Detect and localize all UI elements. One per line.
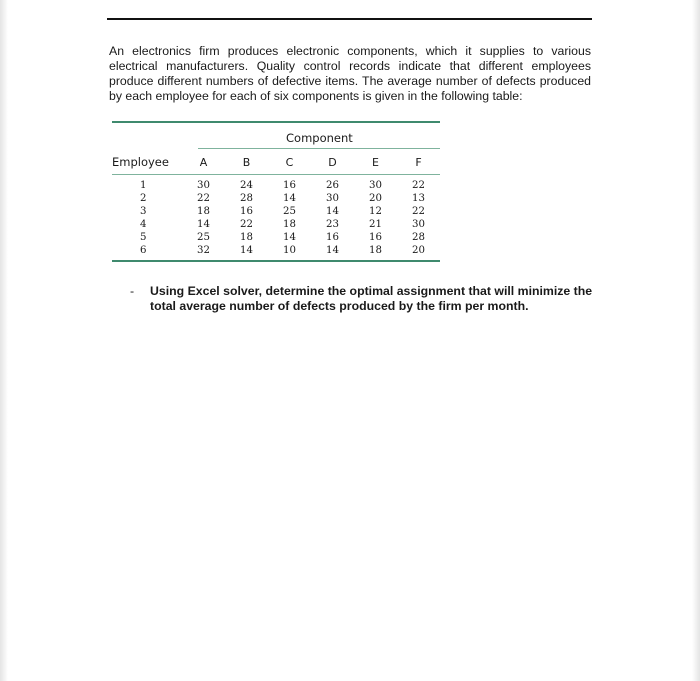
table-cell: 16 bbox=[283, 180, 296, 191]
table-cell: 16 bbox=[326, 232, 339, 243]
employee-id-cell: 1 bbox=[140, 180, 147, 191]
table-cell: 10 bbox=[283, 245, 296, 256]
table-cell: 30 bbox=[326, 193, 339, 204]
table-cell: 14 bbox=[326, 245, 339, 256]
table-cell: 18 bbox=[197, 206, 210, 217]
table-cell: 30 bbox=[197, 180, 210, 191]
table-bottom-rule bbox=[112, 260, 440, 262]
table-cell: 18 bbox=[283, 219, 296, 230]
table-cell: 21 bbox=[369, 219, 382, 230]
table-cell: 13 bbox=[412, 193, 425, 204]
table-cell: 18 bbox=[240, 232, 253, 243]
table-cell: 16 bbox=[369, 232, 382, 243]
column-header-a: A bbox=[182, 150, 225, 175]
table-cell: 23 bbox=[326, 219, 339, 230]
table-cell: 16 bbox=[240, 206, 253, 217]
question-bullet: - bbox=[130, 284, 135, 298]
table-cell: 20 bbox=[412, 245, 425, 256]
table-header-row bbox=[112, 150, 440, 175]
table-cell: 18 bbox=[369, 245, 382, 256]
table-row bbox=[112, 218, 440, 231]
component-group-header bbox=[112, 123, 440, 150]
table-cell: 28 bbox=[412, 232, 425, 243]
page-edge-shadow-left bbox=[0, 0, 8, 681]
table-cell: 14 bbox=[283, 232, 296, 243]
employee-id-cell: 5 bbox=[140, 232, 147, 243]
table-row bbox=[112, 175, 440, 193]
table-row bbox=[112, 231, 440, 244]
column-header-b: B bbox=[225, 150, 268, 175]
table-cell: 32 bbox=[197, 245, 210, 256]
table-cell: 14 bbox=[283, 193, 296, 204]
table-cell: 22 bbox=[412, 180, 425, 191]
table-cell: 22 bbox=[197, 193, 210, 204]
table-row bbox=[112, 244, 440, 260]
table-cell: 14 bbox=[197, 219, 210, 230]
page-edge-shadow-right bbox=[692, 0, 700, 681]
component-label: Component bbox=[286, 131, 353, 145]
intro-paragraph: An electronics firm produces electronic components, which it supplies to various electrical manufacturers. Quality control records indicate that different employees produce different numbers of defective items. The average number of defects produced by each employee for each of six components is given in the following table: bbox=[109, 44, 591, 103]
table-cell: 14 bbox=[326, 206, 339, 217]
component-underline bbox=[198, 148, 440, 149]
top-horizontal-rule bbox=[107, 18, 592, 20]
table-cell: 26 bbox=[326, 180, 339, 191]
table-cell: 24 bbox=[240, 180, 253, 191]
table-row bbox=[112, 205, 440, 218]
defects-table-container bbox=[112, 121, 440, 262]
defects-table bbox=[112, 150, 440, 260]
employee-id-cell: 4 bbox=[140, 219, 147, 230]
question-text: Using Excel solver, determine the optimal assignment that will minimize the total average number of defects produced by the firm per month. bbox=[150, 284, 593, 313]
table-cell: 22 bbox=[240, 219, 253, 230]
table-cell: 12 bbox=[369, 206, 382, 217]
table-row bbox=[112, 192, 440, 205]
column-header-f: F bbox=[397, 150, 440, 175]
employee-id-cell: 6 bbox=[140, 245, 147, 256]
employee-column-header: Employee bbox=[112, 150, 182, 175]
table-cell: 14 bbox=[240, 245, 253, 256]
employee-id-cell: 3 bbox=[140, 206, 147, 217]
table-cell: 30 bbox=[412, 219, 425, 230]
employee-id-cell: 2 bbox=[140, 193, 147, 204]
table-cell: 30 bbox=[369, 180, 382, 191]
column-header-c: C bbox=[268, 150, 311, 175]
column-header-d: D bbox=[311, 150, 354, 175]
table-cell: 25 bbox=[283, 206, 296, 217]
column-header-e: E bbox=[354, 150, 397, 175]
table-cell: 20 bbox=[369, 193, 382, 204]
table-cell: 22 bbox=[412, 206, 425, 217]
table-cell: 25 bbox=[197, 232, 210, 243]
table-cell: 28 bbox=[240, 193, 253, 204]
